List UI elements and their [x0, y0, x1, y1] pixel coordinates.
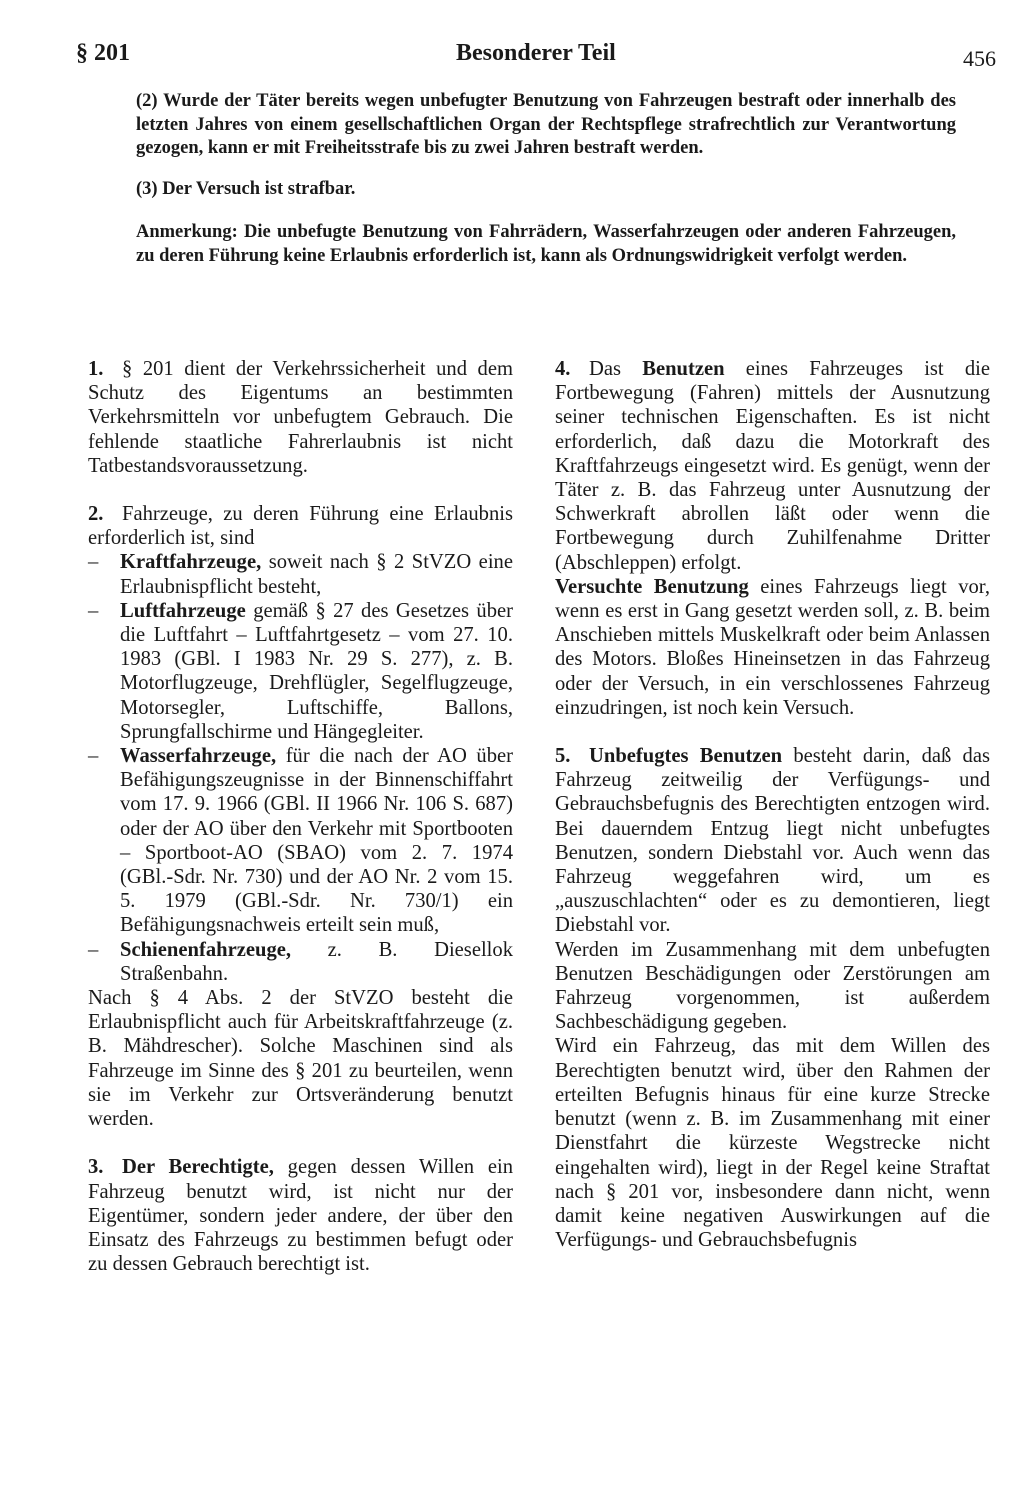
- comment-term: Versuchte Benutzung: [555, 575, 749, 598]
- statute-paragraph-3: (3) Der Versuch ist strafbar.: [136, 178, 356, 199]
- comment-2-continuation: Nach § 4 Abs. 2 der StVZO besteht die Erlaubnispflicht auch für Arbeitskraftfahrzeuge (z. B. Mähdrescher). Solche Maschinen sind als Fahrzeuge im Sinne des § 201 zu beurteilen, wenn sie im Verkehr zur Ortsveränderung benutzt werden.: [88, 987, 513, 1131]
- commentary-left-column: [88, 357, 513, 1276]
- list-item: [88, 599, 513, 744]
- comment-text: eines Fahrzeuges ist die Fortbewegung (Fahren) mittels der Ausnutzung seiner technischen Eigenschaften. Es ist nicht erforderlich, daß dazu die Motorkraft des Kraftfahrzeugs eingesetzt wird. Es genügt, wenn der Täter z. B. das Fahrzeug unter Ausnutzung der Schwerkraft abrollen läßt oder wenn die Fortbewegung durch Zuhilfenahme Dritter (Abschleppen) erfolgt.: [555, 358, 990, 574]
- page-header: [76, 40, 996, 76]
- comment-text: § 201 dient der Verkehrssicherheit und dem Schutz des Eigentums an bestimmten Verkehrsmitteln vor unbefugtem Gebrauch. Die fehlende staatliche Fahrerlaubnis ist nicht Tatbestandsvoraussetzung.: [88, 358, 513, 477]
- comment-4-attempt: [555, 575, 990, 720]
- comment-5-damage: Werden im Zusammenhang mit dem unbefugten Benutzen Beschädigungen oder Zerstörungen am Fahrzeug vorgenommen, ist außerdem Sachbeschädigung gegeben.: [555, 938, 990, 1034]
- comment-text: besteht darin, daß das Fahrzeug zeitweilig der Verfügungs- und Gebrauchsbefugnis des Berechtigten entzogen wird. Bei dauerndem Entzug liegt nicht unbefugtes Benutzen, sondern Diebstahl vor. Auch wenn das Fahrzeug weggefahren wird, um es „auszuschlachten“ oder es zu demontieren, liegt Diebstahl vor.: [555, 745, 990, 937]
- list-text: soweit nach § 2 StVZO eine Erlaubnispflicht besteht,: [120, 551, 513, 598]
- list-item: [88, 550, 513, 598]
- running-title: Besonderer Teil: [456, 40, 616, 66]
- statute-paragraph-2: (2) Wurde der Täter bereits wegen unbefugter Benutzung von Fahrzeugen bestraft oder innerhalb des letzten Jahres von einem gesellschaftlichen Organ der Rechtspflege strafrechtlich zur Verantwortung gezogen, kann er mit Freiheitsstrafe bis zu zwei Jahren bestraft werden.: [136, 91, 956, 158]
- list-term: Wasserfahrzeuge,: [120, 745, 277, 768]
- comment-number: 1.: [88, 358, 104, 380]
- comment-term: Benutzen: [642, 358, 725, 380]
- comment-number: 5.: [555, 745, 571, 768]
- comment-number: 3.: [88, 1156, 104, 1179]
- comment-number: 2.: [88, 503, 104, 526]
- list-item: [88, 744, 513, 938]
- comment-term: Der Berechtigte,: [122, 1156, 274, 1179]
- list-text: gemäß § 27 des Gesetzes über die Luftfahrt – Luftfahrtgesetz – vom 27. 10. 1983 (GBl. I 1983 Nr. 29 S. 277), z. B. Motorflugzeuge, Drehflügler, Segelflugzeuge, Motorsegler, Luftschiffe, Ballons, Sprungfallschirme und Hängegleiter.: [120, 599, 513, 743]
- page-number: 456: [963, 46, 996, 71]
- statute-note: Anmerkung: Die unbefugte Benutzung von Fahrrädern, Wasserfahrzeugen oder anderen Fahrzeugen, zu deren Führung keine Erlaubnis erforderlich ist, kann als Ordnungswidrigkeit verfolgt werden.: [136, 222, 956, 266]
- comment-text: Das: [589, 358, 643, 380]
- comment-term: Unbefugtes Benutzen: [589, 745, 783, 768]
- vehicle-type-list: [88, 550, 513, 986]
- comment-text: Fahrzeuge, zu deren Führung eine Erlaubnis erforderlich ist, sind: [88, 503, 513, 550]
- comment-5-scope: Wird ein Fahrzeug, das mit dem Willen des Berechtigten benutzt wird, über den Rahmen der erteilten Befugnis hinaus für eine kurze Strecke benutzt (wenn z. B. im Zusammenhang mit einer Dienstfahrt die kürzeste Wegstrecke nicht eingehalten wird), liegt in der Regel keine Straftat nach § 201 vor, insbesondere dann nicht, wenn damit keine negativen Auswirkungen auf die Verfügungs- und Gebrauchsbefugnis: [555, 1035, 990, 1252]
- comment-4: [555, 357, 990, 575]
- list-term: Luftfahrzeuge: [120, 599, 246, 622]
- commentary-right-column: [555, 357, 990, 1252]
- list-item: [88, 938, 513, 986]
- list-term: Schienenfahrzeuge,: [120, 938, 292, 961]
- statute-text: [136, 90, 956, 285]
- list-term: Kraftfahrzeuge,: [120, 551, 262, 574]
- list-text: z. B. Diesellok Straßenbahn.: [120, 938, 513, 985]
- comment-number: 4.: [555, 358, 571, 380]
- comment-1: [88, 357, 513, 478]
- section-number: § 201: [76, 40, 130, 66]
- comment-text: eines Fahrzeugs liegt vor, wenn es erst in Gang gesetzt werden soll, z. B. beim Anschieben mittels Muskelkraft oder beim Anlassen des Motors. Bloßes Hineinsetzen in das Fahrzeug oder der Versuch, in ein verschlossenes Fahrzeug einzudringen, ist noch kein Versuch.: [555, 575, 990, 719]
- comment-5: [555, 744, 990, 938]
- comment-text: gegen dessen Willen ein Fahrzeug benutzt wird, ist nicht nur der Eigentümer, sondern jeder andere, der über den Einsatz des Fahrzeugs zu bestimmen befugt oder zu dessen Gebrauch berechtigt ist.: [88, 1156, 513, 1276]
- comment-3: [88, 1155, 513, 1276]
- list-text: für die nach der AO über Befähigungszeugnisse in der Binnenschiffahrt vom 17. 9. 1966 (GBl. II 1966 Nr. 106 S. 687) oder der AO über den Verkehr mit Sportbooten – Sportboot-AO (SBAO) vom 2. 7. 1974 (GBl.-Sdr. Nr. 730) und der AO Nr. 2 vom 15. 5. 1979 (GBl.-Sdr. Nr. 730/1) ein Befähigungsnachweis erteilt sein muß,: [120, 745, 513, 937]
- comment-2: [88, 502, 513, 550]
